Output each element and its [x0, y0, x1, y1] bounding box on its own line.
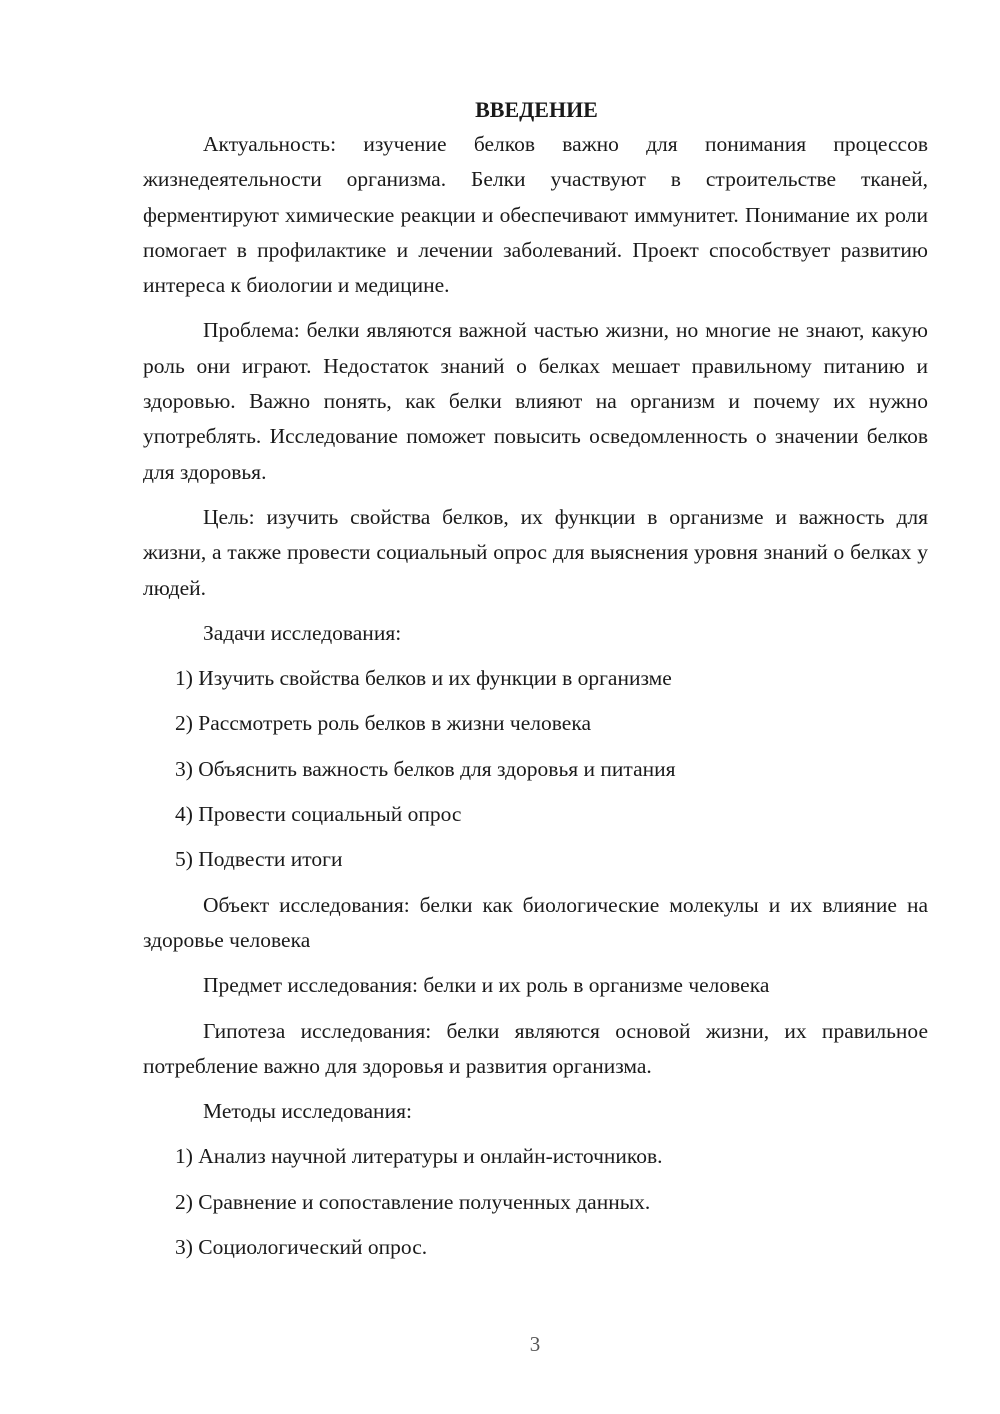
- list-item: 2) Сравнение и сопоставление полученных данных.: [175, 1189, 651, 1214]
- methods-heading: Методы исследования:: [203, 1099, 412, 1124]
- list-item: 5) Подвести итоги: [175, 847, 343, 872]
- page-number: 3: [529, 1332, 541, 1356]
- hypothesis-paragraph: Гипотеза исследования: белки являются основой жизни, их правильное потребление важно для здоровья и развития организма.: [143, 1018, 928, 1078]
- tasks-list: [143, 661, 928, 877]
- page-title: ВВЕДЕНИЕ: [475, 97, 598, 122]
- list-item: 2) Рассмотреть роль белков в жизни человека: [175, 711, 591, 736]
- list-item: 3) Социологический опрос.: [175, 1235, 428, 1260]
- tasks-heading: Задачи исследования:: [203, 620, 402, 645]
- object-paragraph: Объект исследования: белки как биологические молекулы и их влияние на здоровье человека: [143, 892, 928, 952]
- list-item: 3) Объяснить важность белков для здоровья и питания: [175, 756, 676, 781]
- document-page: [143, 92, 928, 1275]
- subject-paragraph: Предмет исследования: белки и их роль в организме человека: [203, 973, 770, 998]
- methods-list: [143, 1139, 928, 1265]
- list-item: 4) Провести социальный опрос: [175, 802, 462, 827]
- relevance-paragraph: Актуальность: изучение белков важно для понимания процессов жизнедеятельности организма. Белки участвуют в строительстве тканей, ферментируют химические реакции и обеспечивают иммунитет. Понимание их роли помогает в профилактике и лечении заболеваний. Проект способствует развитию интереса к биологии и медицине.: [143, 132, 928, 298]
- problem-paragraph: Проблема: белки являются важной частью жизни, но многие не знают, какую роль они играют. Недостаток знаний о белках мешает правильному питанию и здоровью. Важно понять, как белки влияют на организм и почему их нужно употреблять. Исследование поможет повысить осведомленность о значении белков для здоровья.: [143, 318, 928, 484]
- list-item: 1) Изучить свойства белков и их функции в организме: [175, 666, 672, 691]
- list-item: 1) Анализ научной литературы и онлайн-источников.: [175, 1144, 663, 1169]
- goal-paragraph: Цель: изучить свойства белков, их функции в организме и важность для жизни, а также провести социальный опрос для выяснения уровня знаний о белках у людей.: [143, 504, 928, 600]
